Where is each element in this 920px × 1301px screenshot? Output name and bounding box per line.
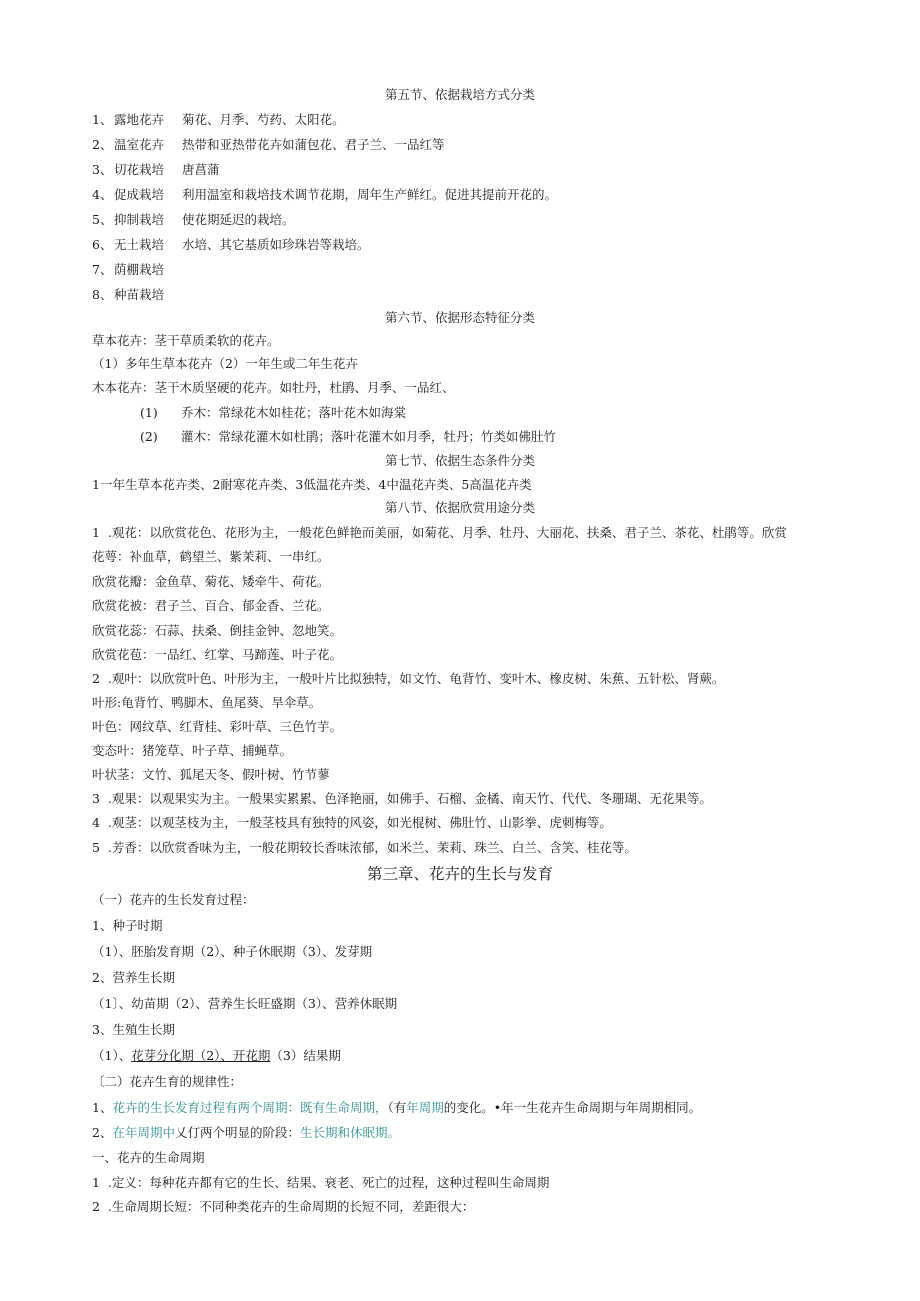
ch3-line-h: 〔二）花卉生育的规律性： (92, 1074, 243, 1089)
sec8-line-14: 5 .芳香：以欣赏香味为主，一般花期较长香味浓郁，如米兰、茉莉、珠兰、白兰、含笑、桂花等。 (92, 840, 637, 855)
item-value: 热带和亚热带花卉如蒲包花、君子兰、一品红等 (182, 137, 445, 152)
item-label: 促成栽培 (114, 187, 165, 202)
sec5-item-1 (92, 112, 345, 128)
sec5-item-8 (92, 287, 182, 303)
text-segment: （有 (387, 1100, 407, 1115)
sec8-line-5: 欣赏花蕊：石蒜、扶桑、倒挂金钟、忽地笑。 (92, 623, 343, 638)
text-segment: 1、 (92, 1100, 113, 1115)
sec8-line-10: 变态叶：猪笼草、叶子草、捕蝇草。 (92, 743, 293, 758)
ch3-line-c: （1）、胚胎发育期（2）、种子休眠期（3）、发芽期 (92, 944, 373, 959)
item-number: 3、 (92, 162, 113, 177)
item-label: 荫棚栽培 (114, 262, 165, 277)
item-label: 抑制栽培 (114, 212, 165, 227)
highlighted-text: 花卉的生长发育过程有两个周期：既有生命周期， (112, 1100, 388, 1115)
sec8-line-13: 4 .观茎：以观茎枝为主，一般茎枝具有独特的风姿，如光棍树、佛肚竹、山影拳、虎刺梅等。 (92, 815, 612, 830)
item-number: 7、 (92, 262, 113, 277)
sec5-item-5 (92, 212, 295, 228)
ch3-line-a: （一）花卉的生长发育过程： (92, 892, 255, 907)
ch3-line-j (92, 1125, 400, 1141)
text-segment: 乂仃两个明显的阶段： (174, 1125, 300, 1140)
item-number: 1、 (92, 112, 113, 127)
item-value: 利用温室和栽培技术调节花期，周年生产鲜红。促进其提前开花的。 (182, 187, 558, 202)
item-value: 使花期延迟的栽培。 (182, 212, 295, 227)
sec5-item-6 (92, 237, 370, 253)
text-segment: （1）、 (92, 1048, 132, 1063)
sec8-line-2: 花萼：补血草，鹤望兰、紫茉莉、一串红。 (92, 549, 330, 564)
sub-text: 乔木：常绿花木如桂花；落叶花木如海棠 (181, 405, 407, 420)
chapter-3-title: 第三章、花卉的生长与发育 (366, 865, 553, 883)
sec5-item-4 (92, 187, 557, 203)
highlighted-text: 年周期 (406, 1100, 444, 1115)
ch3-line-e: （1〕、幼苗期（2）、营养生长旺盛期（3）、营养休眠期 (92, 996, 398, 1011)
sub-number: (2) (140, 429, 158, 444)
section-7-title: 第七节、依据生态条件分类 (384, 453, 535, 468)
sec7-line: 1一年生草本花卉类、2耐寒花卉类、3低温花卉类、4中温花卉类、5高温花卉类 (92, 477, 532, 492)
sub-number: (1) (140, 405, 158, 420)
highlighted-text: 在年周期中 (112, 1125, 175, 1140)
item-number: 8、 (92, 287, 113, 302)
item-value: 唐菖蒲 (182, 162, 220, 177)
sec8-line-1: 1 .观花：以欣赏花色、花形为主，一般花色鲜艳而美丽，如菊花、月季、牡丹、大丽花、扶桑、君子兰、茶花、杜鹃等。欣赏 (92, 525, 787, 540)
item-number: 4、 (92, 187, 113, 202)
item-number: 6、 (92, 237, 113, 252)
text-segment: 的变化。•年一生花卉生命周期与年周期相同。 (443, 1100, 702, 1115)
ch3-line-d: 2、营养生长期 (92, 970, 175, 985)
section-5-title: 第五节、依据栽培方式分类 (384, 87, 535, 102)
sec5-item-3 (92, 162, 220, 178)
underlined-text: 花芽分化期（2）、开花期 (131, 1048, 271, 1063)
ch3-line-g (92, 1048, 341, 1064)
ch3-line-l: 1 .定义：每种花卉都有它的生长、结果、衰老、死亡的过程，这种过程叫生命周期 (92, 1175, 550, 1190)
item-label: 无土栽培 (114, 237, 165, 252)
item-label: 种苗栽培 (114, 287, 165, 302)
item-number: 5、 (92, 212, 113, 227)
ch3-line-i (92, 1100, 701, 1116)
text-segment: 2、 (92, 1125, 113, 1140)
sec6-wood: 木本花卉：茎干木质坚硬的花卉。如牡丹，杜鹃、月季、一品红、 (92, 380, 455, 395)
sub-text: 灌木：常绿花灌木如杜鹃；落叶花灌木如月季，牡丹；竹类如佛肚竹 (181, 429, 557, 444)
sec6-herb: 草本花卉：茎干草质柔软的花卉。 (92, 333, 280, 348)
sec8-line-4: 欣赏花被：君子兰、百合、郁金香、兰花。 (92, 598, 330, 613)
text-segment: （3）结果期 (270, 1048, 341, 1063)
item-label: 露地花卉 (114, 112, 165, 127)
sec6-herb-sub: （1）多年生草本花卉（2）一年生或二年生花卉 (92, 356, 358, 371)
item-value: 菊花、月季、芍药、太阳花。 (182, 112, 345, 127)
sec5-item-2 (92, 137, 445, 153)
section-8-title: 第八节、依据欣赏用途分类 (384, 500, 535, 515)
sec8-line-7: 2 .观叶：以欣赏叶色、叶形为主，一般叶片比拟独特，如文竹、龟背竹、变叶木、橡皮树、朱蕉、五针松、肾蕨。 (92, 671, 725, 686)
sec8-line-8: 叶形:龟背竹、鸭脚木、鱼尾葵、旱伞草。 (92, 695, 322, 710)
item-label: 温室花卉 (114, 137, 165, 152)
sec5-item-7 (92, 262, 182, 278)
section-6-title: 第六节、依据形态特征分类 (384, 310, 535, 325)
sec8-line-3: 欣赏花瓣：金鱼草、菊花、矮牵牛、荷花。 (92, 574, 330, 589)
ch3-line-m: 2 .生命周期长短：不同种类花卉的生命周期的长短不同，差距很大： (92, 1199, 475, 1214)
ch3-line-b: 1、种子时期 (92, 918, 163, 933)
sec8-line-9: 叶色：网纹草、红背桂、彩叶草、三色竹芋。 (92, 719, 343, 734)
sec6-wood-2 (140, 429, 556, 445)
item-number: 2、 (92, 137, 113, 152)
highlighted-text: 生长期和休眠期。 (299, 1125, 400, 1140)
ch3-line-f: 3、生殖生长期 (92, 1022, 175, 1037)
item-value: 水培、其它基质如珍珠岩等栽培。 (182, 237, 370, 252)
item-label: 切花栽培 (114, 162, 165, 177)
ch3-line-k: 一、花卉的生命周期 (92, 1150, 205, 1165)
sec8-line-12: 3 .观果：以观果实为主。一般果实累累、色泽艳丽，如佛手、石榴、金橘、南天竹、代代、冬珊瑚、无花果等。 (92, 791, 712, 806)
sec8-line-6: 欣赏花苞：一品红、红掌、马蹄莲、叶子花。 (92, 647, 343, 662)
sec8-line-11: 叶状茎：文竹、狐尾天冬、假叶树、竹节蓼 (92, 767, 330, 782)
sec6-wood-1 (140, 405, 406, 421)
